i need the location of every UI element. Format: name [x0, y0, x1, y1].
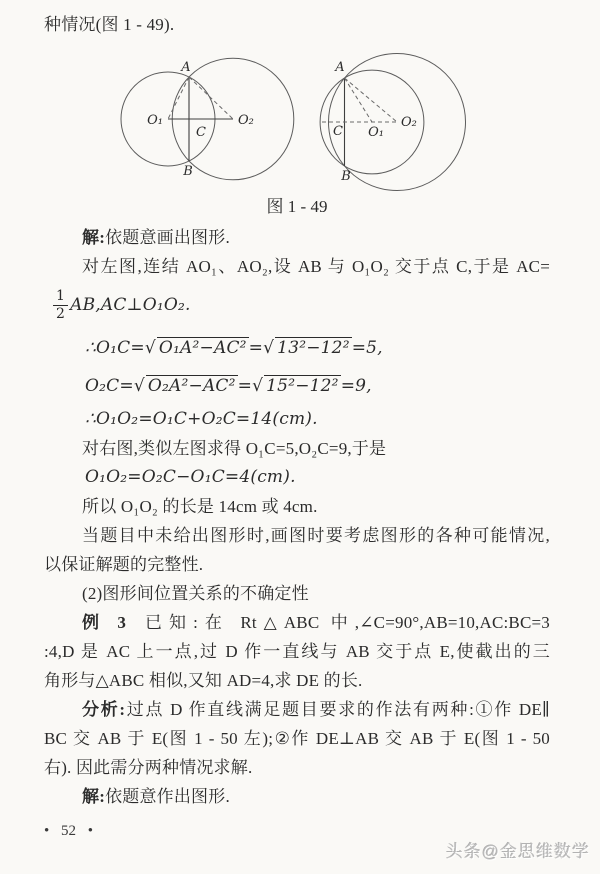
- example-text: 已知:在 Rt△ABC 中,∠C=90°,AB=10,AC:BC=3: [138, 613, 550, 632]
- watermark: 头条@金思维数学: [445, 842, 590, 861]
- analysis-line1: [44, 695, 550, 724]
- example-3-line2: :4,D 是 AC 上一点,过 D 作一直线与 AB 交于点 E,使截出的三: [44, 642, 550, 661]
- label-o1: O₁: [368, 125, 384, 140]
- analysis-line2: BC 交 AB 于 E(图 1 - 50 左);②作 DE⊥AB 交 AB 于 E(图 1 - 50: [44, 729, 550, 748]
- formula-half-ab: [53, 281, 550, 329]
- page-number: • 52 •: [44, 823, 94, 839]
- solution-text: 依题意作出图形.: [105, 787, 230, 806]
- radius-ao1: [345, 78, 373, 122]
- label-o1: O₁: [147, 113, 163, 128]
- para-conclusion: 所以 O₁O₂ 的长是 14cm 或 4cm.: [82, 497, 318, 516]
- analysis-text: 过点 D 作直线满足题目要求的作法有两种:①作 DE∥: [125, 700, 551, 719]
- left-dashed-lines: [168, 77, 233, 119]
- figure-caption: 图 1 - 49: [266, 197, 328, 216]
- figure-left-diagram: [119, 49, 297, 189]
- radicand: 15²−12²: [266, 376, 339, 396]
- radicand: O₂A²−AC²: [147, 376, 236, 396]
- figure-1-49: [44, 43, 550, 195]
- para-note-line2: 以保证解题的完整性.: [44, 555, 204, 574]
- label-c: C: [333, 124, 343, 139]
- formula-part: =9,: [340, 376, 372, 396]
- sqrt-radical: [145, 338, 249, 358]
- solution-label: 解:: [82, 228, 106, 247]
- formula-o1o2-sum: ∴O₁O₂=O₁C+O₂C=14(cm).: [85, 409, 318, 429]
- formula-o2c: [85, 367, 550, 405]
- analysis-line3: 右). 因此需分两种情况求解.: [44, 758, 253, 777]
- label-b: B: [183, 164, 193, 179]
- analysis-label: 分析:: [82, 700, 126, 719]
- example-label: 例 3: [82, 613, 127, 632]
- label-o2: O₂: [238, 113, 254, 128]
- label-o2: O₂: [401, 115, 417, 130]
- para-right-figure: 对右图,类似左图求得 O₁C=5,O₂C=9,于是: [82, 439, 387, 458]
- formula-part: AB,AC⊥O₁O₂.: [70, 294, 191, 315]
- example-3-line3: 角形与△ABC 相似,又知 AD=4,求 DE 的长.: [44, 671, 363, 690]
- label-b: B: [341, 169, 351, 184]
- solution-text: 依题意画出图形.: [105, 228, 230, 247]
- radius-ao1: [168, 77, 189, 119]
- radius-ao2: [189, 77, 233, 119]
- label-a: A: [181, 60, 191, 75]
- figure-right-diagram: [305, 44, 475, 194]
- formula-part: =: [248, 338, 264, 358]
- radicand: 13²−12²: [277, 338, 350, 358]
- formula-part: O₂C=: [85, 376, 134, 396]
- solution-label: 解:: [82, 787, 106, 806]
- formula-o1c: [85, 329, 550, 367]
- intro-line: 种情况(图 1 - 49).: [44, 15, 175, 34]
- formula-part: ∴O₁C=: [85, 338, 145, 358]
- sqrt-radical: [252, 376, 341, 396]
- label-c: C: [196, 125, 206, 140]
- sqrt-radical: [134, 376, 238, 396]
- formula-part: =5,: [351, 338, 383, 358]
- section-2-heading: (2)图形间位置关系的不确定性: [82, 584, 309, 603]
- sqrt-radical: [263, 338, 352, 358]
- solution-2-line: [44, 782, 550, 811]
- example-3-line1: [44, 608, 550, 637]
- radius-ao2: [345, 78, 398, 122]
- para-note-line1: 当题目中未给出图形时,画图时要考虑图形的各种可能情况,: [82, 526, 550, 545]
- formula-part: =: [237, 376, 253, 396]
- solution-1-line: [44, 223, 550, 252]
- fraction-one-half: [53, 289, 68, 321]
- radicand: O₁A²−AC²: [158, 338, 247, 358]
- fraction-numerator: 1: [56, 287, 66, 304]
- left-solid-lines: [168, 77, 233, 161]
- fraction-denominator: 2: [53, 305, 68, 322]
- formula-o1o2-diff: O₁O₂=O₂C−O₁C=4(cm).: [85, 467, 296, 487]
- label-a: A: [335, 60, 345, 75]
- para-left-figure: 对左图,连结 AO₁、AO₂,设 AB 与 O₁O₂ 交于点 C,于是 AC=: [82, 257, 550, 276]
- right-dashed-lines: [322, 78, 397, 122]
